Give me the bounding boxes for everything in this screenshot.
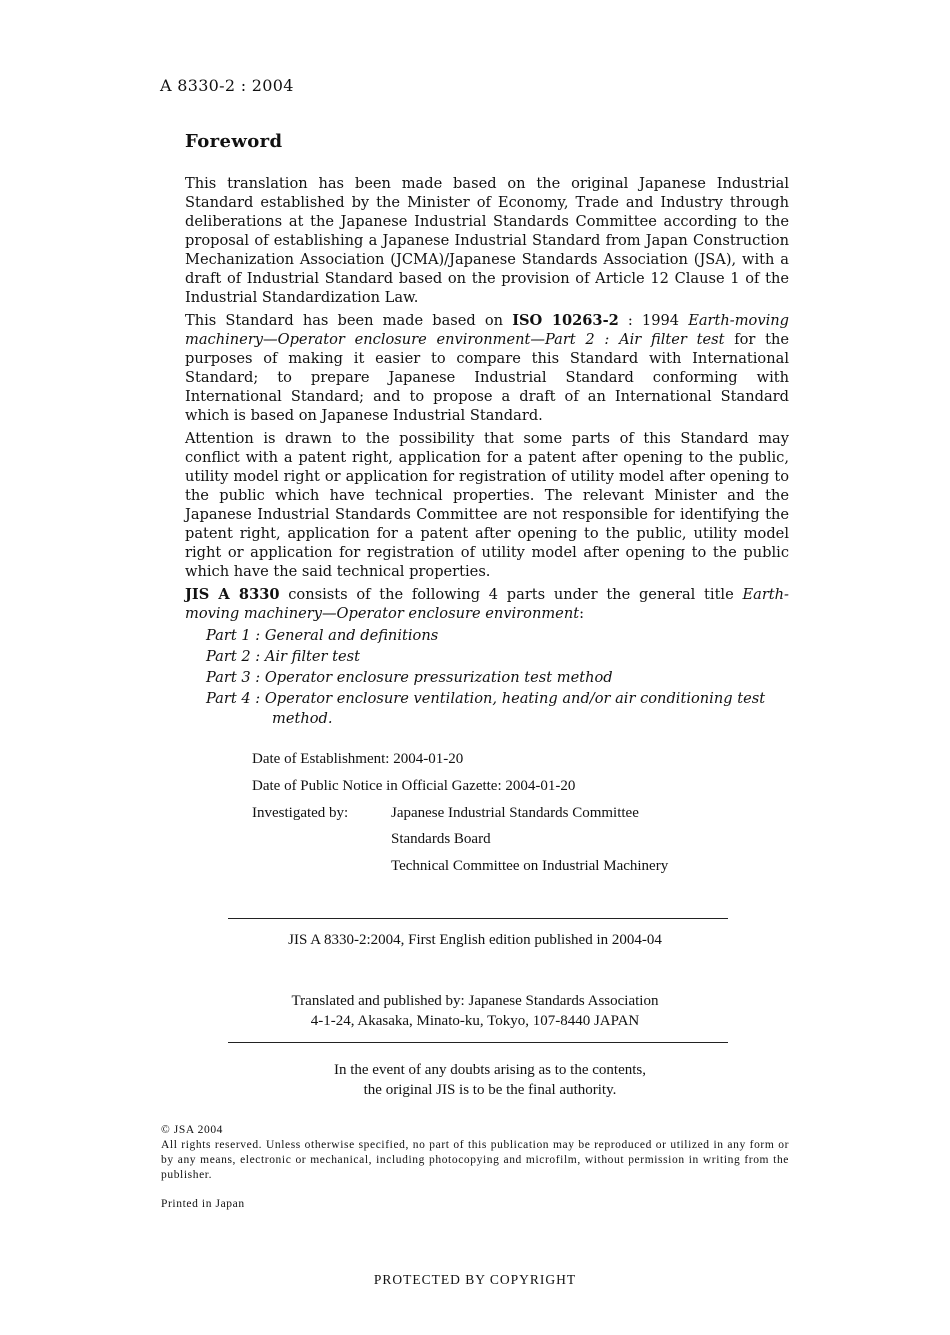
foreword-paragraph-4 (185, 585, 789, 623)
investigator-3: Technical Committee on Industrial Machinery (391, 858, 669, 874)
protected-footer: PROTECTED BY COPYRIGHT (373, 1272, 577, 1287)
authority-note: In the event of any doubts arising as to the contents, the original JIS is to be the final authority. (333, 1062, 646, 1098)
iso-reference: ISO 10263-2 (512, 312, 619, 329)
establishment-date: Date of Establishment: 2004-01-20 (252, 751, 464, 767)
public-notice-date: Date of Public Notice in Official Gazette: 2004-01-20 (252, 778, 576, 794)
copyright-line: © JSA 2004 (161, 1124, 224, 1136)
p2-text-b: : 1994 (618, 312, 689, 329)
publisher-address: 4-1-24, Akasaka, Minato-ku, Tokyo, 107-8440 JAPAN (310, 1013, 640, 1029)
iso-title: Earth-moving machinery—Operator enclosure environment—Part 2 : Air filter test (185, 312, 789, 348)
jis-reference: JIS A 8330 (185, 586, 280, 603)
p4-text-a: consists of the following 4 parts under the general title (279, 586, 743, 603)
investigated-by-label: Investigated by: (252, 805, 349, 821)
foreword-paragraph-2 (185, 311, 789, 425)
foreword-body (185, 174, 789, 728)
foreword-title: Foreword (185, 131, 283, 152)
divider-bottom (228, 1042, 728, 1043)
part-item-3: Part 3 : Operator enclosure pressurization test method (206, 669, 613, 686)
edition-note: JIS A 8330-2:2004, First English edition published in 2004-04 (288, 932, 662, 948)
general-title: Earth-moving machinery—Operator enclosure environment (185, 586, 789, 622)
rights-notice: All rights reserved. Unless otherwise specified, no part of this publication may be reproduced or utilized in any form or by any means, electronic or mechanical, including photocopying and microfilm, without permission in writing from the publisher. (161, 1139, 789, 1181)
investigator-1: Japanese Industrial Standards Committee (391, 805, 639, 821)
printed-in: Printed in Japan (161, 1198, 245, 1210)
parts-list (206, 625, 789, 728)
p2-text-a: This Standard has been made based on (185, 312, 513, 329)
foreword-paragraph-1: This translation has been made based on the original Japanese Industrial Standard established by the Minister of Economy, Trade and Industry through deliberations at the Japanese Industrial Standards Committee according to the proposal of establishing a Japanese Industrial Standard from Japan Construction Mechanization Association (JCMA)/Japanese Standards Association (JSA), with a draft of Industrial Standard based on the provision of Article 12 Clause 1 of the Industrial Standardization Law. (185, 175, 789, 306)
foreword-paragraph-3: Attention is drawn to the possibility that some parts of this Standard may conflict with a patent right, application for a patent after opening to the public, utility model right or application for registration of utility model after opening to the public which have technical properties. The relevant Minister and the Japanese Industrial Standards Committee are not responsible for identifying the patent right, application for a patent after opening to the public, utility model right or application for registration of utility model after opening to the public which have the said technical properties. (185, 430, 789, 580)
part-item-4: Part 4 : Operator enclosure ventilation, heating and/or air conditioning test (206, 690, 766, 707)
p4-text-b: : (579, 605, 585, 622)
p2-text-c: for the purposes of making it easier to compare this Standard with International Standard; to prepare Japanese Industrial Standard conforming with International Standard; and to propose a draft of an International Standard which is based on Japanese Industrial Standard. (185, 331, 790, 424)
investigator-2: Standards Board (391, 831, 491, 847)
standard-code: A 8330-2 : 2004 (160, 76, 294, 95)
part-item-1: Part 1 : General and definitions (206, 627, 439, 644)
divider-top (228, 918, 728, 919)
publisher-line: Translated and published by: Japanese Standards Association (291, 993, 659, 1009)
part-item-2: Part 2 : Air filter test (206, 648, 361, 665)
part-item-4-continuation: method. (272, 710, 333, 727)
